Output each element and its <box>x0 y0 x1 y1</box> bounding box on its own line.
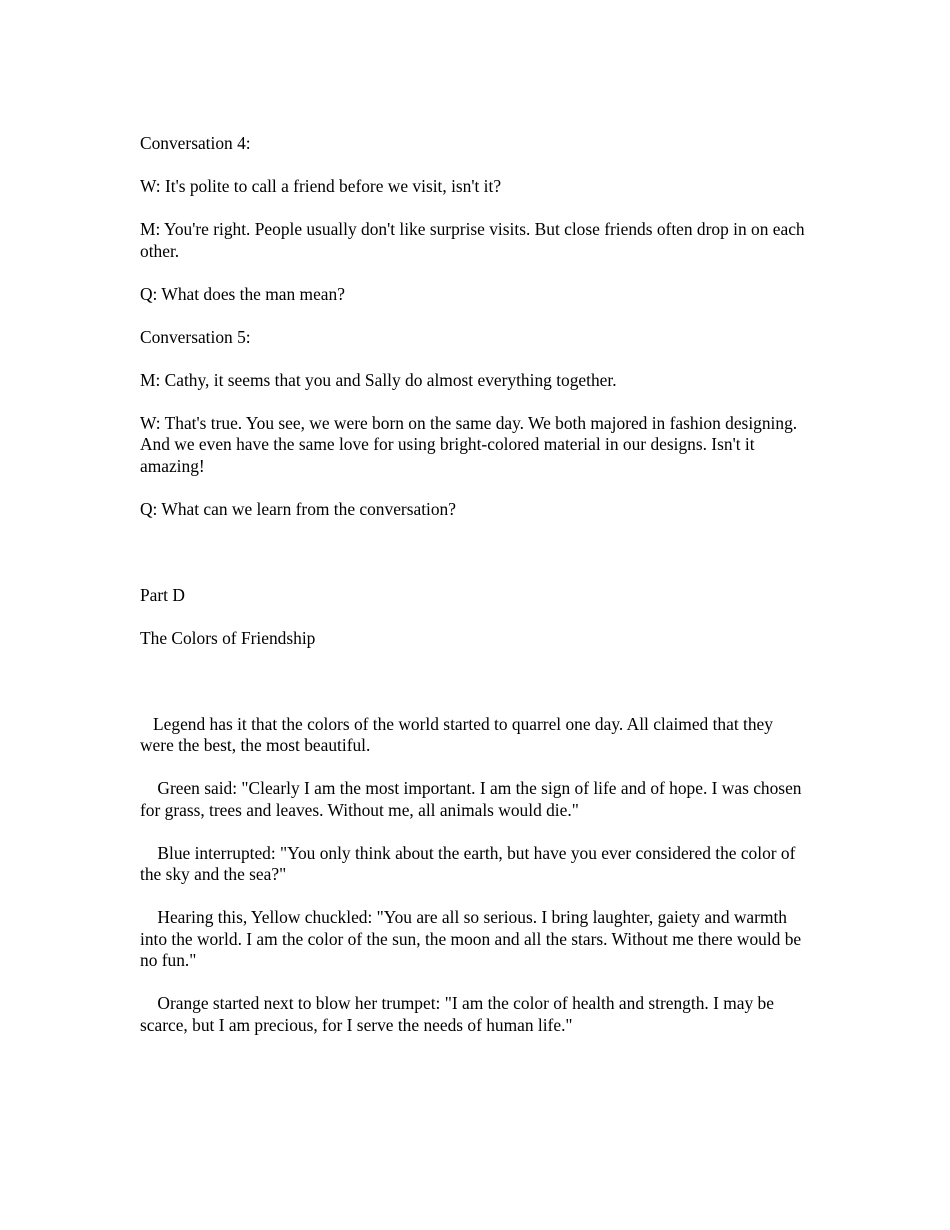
conversation-4-question: Q: What does the man mean? <box>140 283 345 304</box>
story-title: The Colors of Friendship <box>140 627 316 648</box>
part-d-heading: Part D <box>140 584 185 605</box>
conversation-5-man-line: M: Cathy, it seems that you and Sally do almost everything together. <box>140 369 617 390</box>
conversation-4-man-line: M: You're right. People usually don't like surprise visits. But close friends often drop in on each other. <box>140 219 809 261</box>
story-paragraph: Orange started next to blow her trumpet: "I am the color of health and strength. I may be scarce, but I am precious, for I serve the needs of human life." <box>140 993 779 1035</box>
document-page <box>140 133 810 1058</box>
conversation-4-heading: Conversation 4: <box>140 133 251 153</box>
story-paragraph: Hearing this, Yellow chuckled: "You are all so serious. I bring laughter, gaiety and warmth into the world. I am the color of the sun, the moon and all the stars. Without me there would be no fun." <box>140 907 806 970</box>
spacer <box>140 542 810 585</box>
story-paragraph: Legend has it that the colors of the world started to quarrel one day. All claimed that they were the best, the most beautiful. <box>140 713 778 755</box>
conversation-5-heading: Conversation 5: <box>140 326 251 347</box>
story-paragraph: Green said: "Clearly I am the most important. I am the sign of life and of hope. I was chosen for grass, trees and leaves. Without me, all animals would die." <box>140 778 806 820</box>
conversation-5-question: Q: What can we learn from the conversation? <box>140 498 456 519</box>
conversation-4-woman-line: W: It's polite to call a friend before we visit, isn't it? <box>140 176 502 196</box>
spacer <box>140 671 810 714</box>
conversation-5-woman-line: W: That's true. You see, we were born on the same day. We both majored in fashion designing. And we even have the same love for using bright-colored material in our designs. Isn't it amazing! <box>140 412 801 476</box>
story-paragraph: Blue interrupted: "You only think about the earth, but have you ever considered the color of the sky and the sea?" <box>140 842 800 884</box>
